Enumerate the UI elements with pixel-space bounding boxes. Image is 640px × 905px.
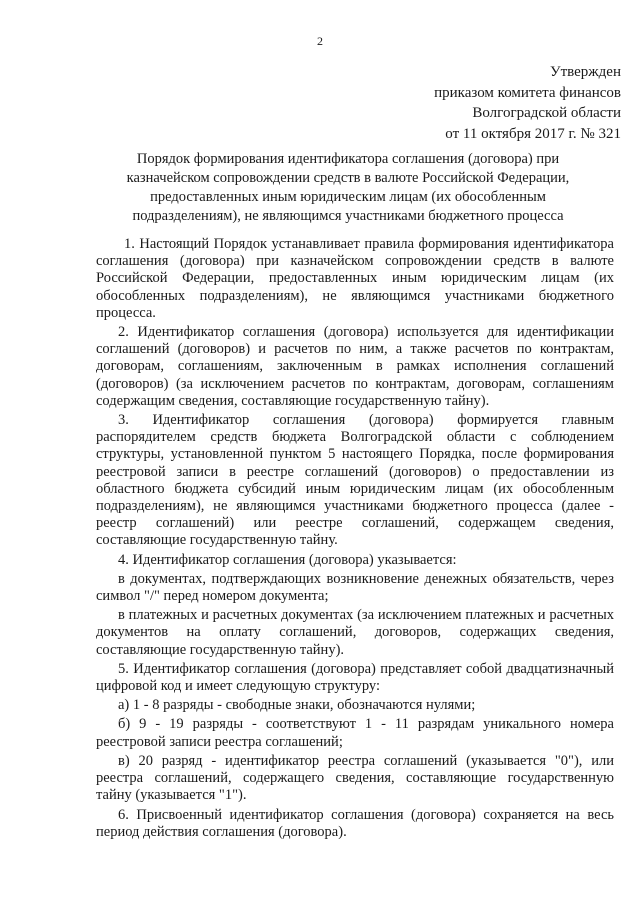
- approval-block: [321, 62, 621, 144]
- paragraph-2: 2. Идентификатор соглашения (договора) используется для идентификации соглашений (договоров) и расчетов по ним, а также расчетов по контрактам, договорам, соглашениям, заключенным в рамках исполнения соглашений (договоров) (за исключением расчетов по контрактам, договорам, соглашениям содержащим сведения, составляющие государственную тайну).: [96, 324, 614, 409]
- paragraph-1: 1. Настоящий Порядок устанавливает правила формирования идентификатора соглашения (договора) при казначейском сопровождении средств в валюте Российской Федерации, предоставленных иным юридическим лицам (их обособленных подразделениям), не являющимся участниками бюджетного процесса.: [96, 236, 614, 321]
- paragraph-4-item-2: в платежных и расчетных документах (за исключением платежных и расчетных документов на оплату соглашений, договоров, содержащих сведения, составляющие государственную тайну).: [96, 607, 614, 658]
- document-body: [96, 236, 614, 843]
- approval-line: Утвержден: [549, 64, 621, 80]
- paragraph-5-item-a: а) 1 - 8 разряды - свободные знаки, обозначаются нулями;: [118, 697, 476, 714]
- paragraph-4: 4. Идентификатор соглашения (договора) указывается:: [118, 551, 457, 568]
- paragraph-5-item-b: б) 9 - 19 разряды - соответствуют 1 - 11 разрядам уникального номера реестровой записи реестра соглашений;: [96, 716, 614, 750]
- title-line: Порядок формирования идентификатора соглашения (договора) при: [136, 151, 560, 167]
- title-line: казначейском сопровождении средств в валюте Российской Федерации,: [126, 170, 570, 186]
- paragraph-5-item-c: в) 20 разряд - идентификатор реестра соглашений (указывается "0"), или реестра соглашений, содержащего сведения, составляющие государственную тайну (указывается "1").: [96, 752, 614, 804]
- paragraph-3: 3. Идентификатор соглашения (договора) формируется главным распорядителем средств бюджета Волгоградской области с соблюдением структуры, установленной пунктом 5 настоящего Порядка, после формирования реестровой записи в реестре соглашений (договоров) о предоставлении из областного бюджета субсидий иным юридическим лицам (их обособленным подразделениям), не являющимся участниками бюджетного процесса (далее - реестр соглашений) или реестре соглашений, содержащем сведения, составляющие государственную тайну.: [96, 412, 614, 549]
- paragraph-5: 5. Идентификатор соглашения (договора) представляет собой двадцатизначный цифровой код и имеет следующую структуру:: [96, 660, 614, 695]
- approval-line: приказом комитета финансов: [434, 84, 621, 101]
- approval-line: Волгоградской области: [472, 105, 621, 121]
- paragraph-6: 6. Присвоенный идентификатор соглашения (договора) сохраняется на весь период действия соглашения (договора).: [96, 806, 614, 840]
- paragraph-4-item-1: в документах, подтверждающих возникновение денежных обязательств, через символ "/" перед номером документа;: [96, 570, 614, 605]
- approval-line: от 11 октября 2017 г. № 321: [445, 125, 621, 142]
- document-title: [118, 150, 578, 226]
- page-number: 2: [317, 34, 323, 48]
- title-line: предоставленных иным юридическим лицам (их обособленным: [150, 189, 546, 205]
- title-line: подразделениям), не являющимся участниками бюджетного процесса: [132, 208, 564, 224]
